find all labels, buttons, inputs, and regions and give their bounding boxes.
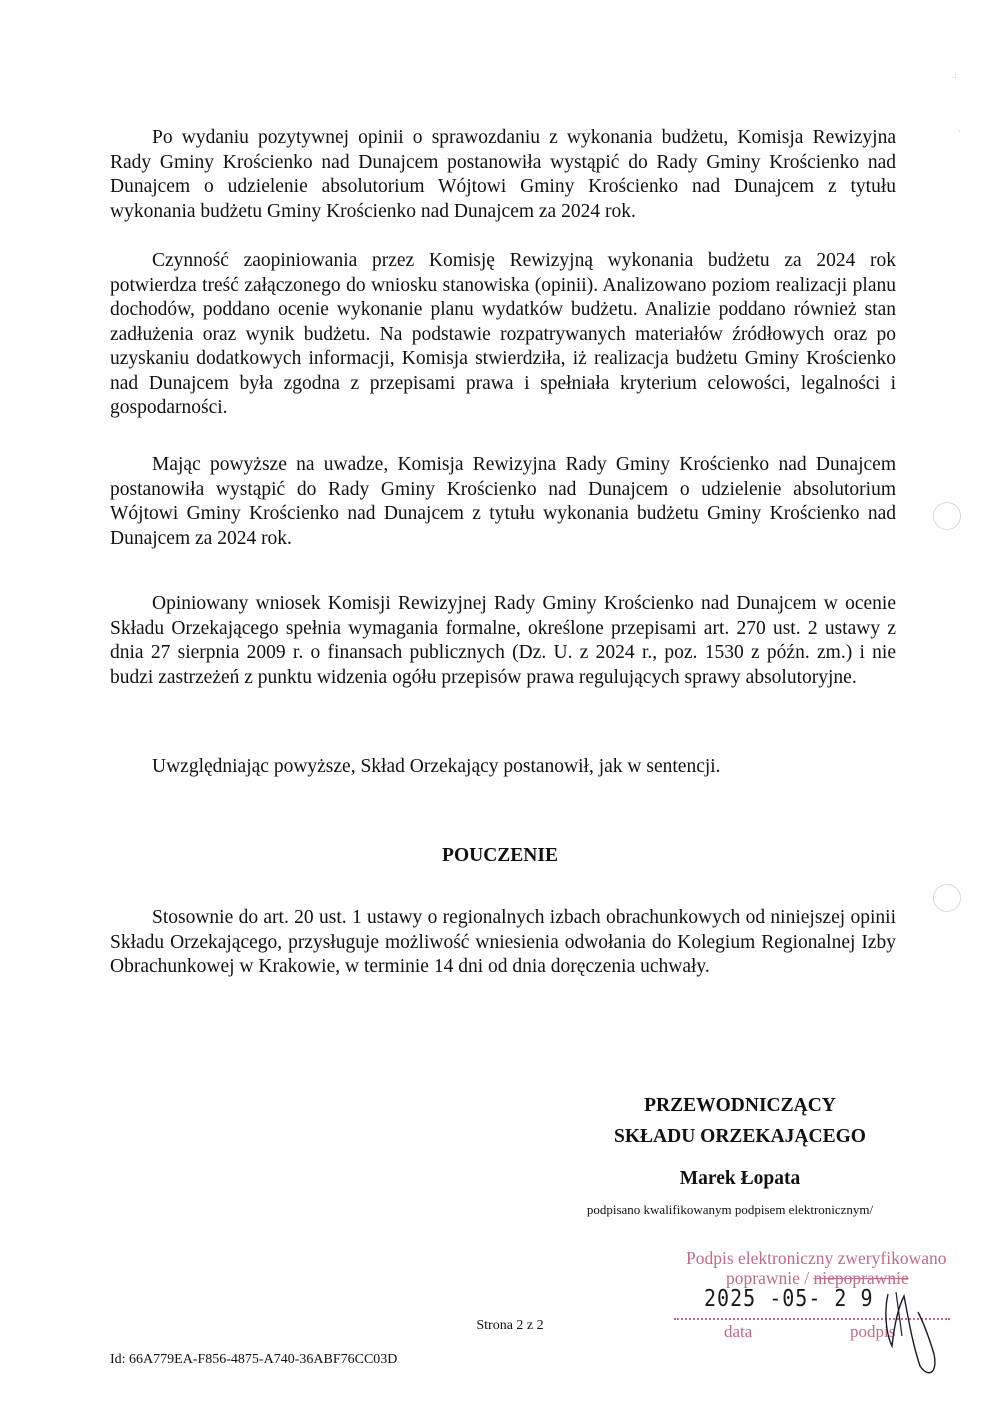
signature-title-line2: SKŁADU ORZEKAJĄCEGO	[614, 1126, 866, 1147]
stamp-label-signature: podpis	[850, 1322, 896, 1341]
handwritten-signature-icon	[868, 1282, 948, 1382]
pouczenie-text: Stosownie do art. 20 ust. 1 ustawy o regionalnych izbach obrachunkowych od niniejszej opinii Składu Orzekającego, przysługuje możliwość wniesienia odwołania do Kolegium Regionalnej Izby Obrachunkowej w Krakowie, w terminie 14 dni od dnia doręczenia uchwały.	[110, 907, 896, 977]
punch-hole	[933, 502, 961, 530]
paragraph-commission-decision: Mając powyższe na uwadze, Komisja Rewizyjna Rady Gminy Krościenko nad Dunajcem postanowiła wystąpić do Rady Gminy Krościenko nad Dunajcem o udzielenie absolutorium Wójtowi Gminy Krościenko nad Dunajcem z tytułu wykonania budżetu Gminy Krościenko nad Dunajcem za 2024 rok.	[110, 454, 896, 549]
verification-stamp	[668, 1242, 968, 1382]
paragraph-formal-assessment: Opiniowany wniosek Komisji Rewizyjnej Rady Gminy Krościenko nad Dunajcem w ocenie Składu Orzekającego spełnia wymagania formalne, określone przepisami art. 270 ust. 2 ustawy z dnia 27 sierpnia 2009 r. o finansach publicznych (Dz. U. z 2024 r., poz. 1530 z późn. zm.) i nie budzi zastrzeżeń z punktu widzenia ogółu przepisów prawa regulujących sprawy absolutoryjne.	[110, 593, 896, 688]
stamp-incorrect-struck: niepoprawnie	[813, 1268, 909, 1288]
page-number: Strona 2 z 2	[476, 1318, 544, 1333]
stamp-line1: Podpis elektroniczny zweryfikowano	[686, 1248, 947, 1268]
stamp-correct: poprawnie /	[726, 1268, 814, 1288]
stamp-date: 2025 -05- 2 9	[704, 1284, 874, 1312]
paragraph-conclusion: Uwzględniając powyższe, Skład Orzekający postanowił, jak w sentencji.	[152, 756, 721, 777]
pouczenie-heading: POUCZENIE	[442, 845, 558, 866]
paragraph-commission-review: Czynność zaopiniowania przez Komisję Rewizyjną wykonania budżetu za 2024 rok potwierdza treść załączonego do wniosku stanowiska (opinii). Analizowano poziom realizacji planu dochodów, poddano ocenie wykonanie planu wydatków budżetu. Analizie poddano również stan zadłużenia oraz wynik budżetu. Na podstawie rozpatrywanych materiałów źródłowych oraz po uzyskaniu dodatkowych informacji, Komisja stwierdziła, iż realizacja budżetu Gminy Krościenko nad Dunajcem była zgodna z przepisami prawa i spełniała kryterium celowości, legalności i gospodarności.	[110, 250, 896, 418]
scan-speck: ·	[958, 126, 961, 136]
punch-hole	[933, 884, 961, 912]
paragraph-absolutorium-request: Po wydaniu pozytywnej opinii o sprawozdaniu z wykonania budżetu, Komisja Rewizyjna Rady Gminy Krościenko nad Dunajcem postanowiła wystąpić do Rady Gminy Krościenko nad Dunajcem o udzielenie absolutorium Wójtowi Gminy Krościenko nad Dunajcem z tytułu wykonania budżetu Gminy Krościenko nad Dunajcem za 2024 rok.	[110, 127, 896, 222]
scan-speck: .:	[952, 70, 957, 80]
signature-title-line1: PRZEWODNICZĄCY	[644, 1095, 836, 1116]
signature-name: Marek Łopata	[679, 1168, 801, 1189]
signature-note: podpisano kwalifikowanym podpisem elektronicznym/	[586, 1202, 874, 1217]
stamp-label-date: data	[724, 1322, 753, 1341]
document-id: Id: 66A779EA-F856-4875-A740-36ABF76CC03D	[110, 1352, 398, 1367]
